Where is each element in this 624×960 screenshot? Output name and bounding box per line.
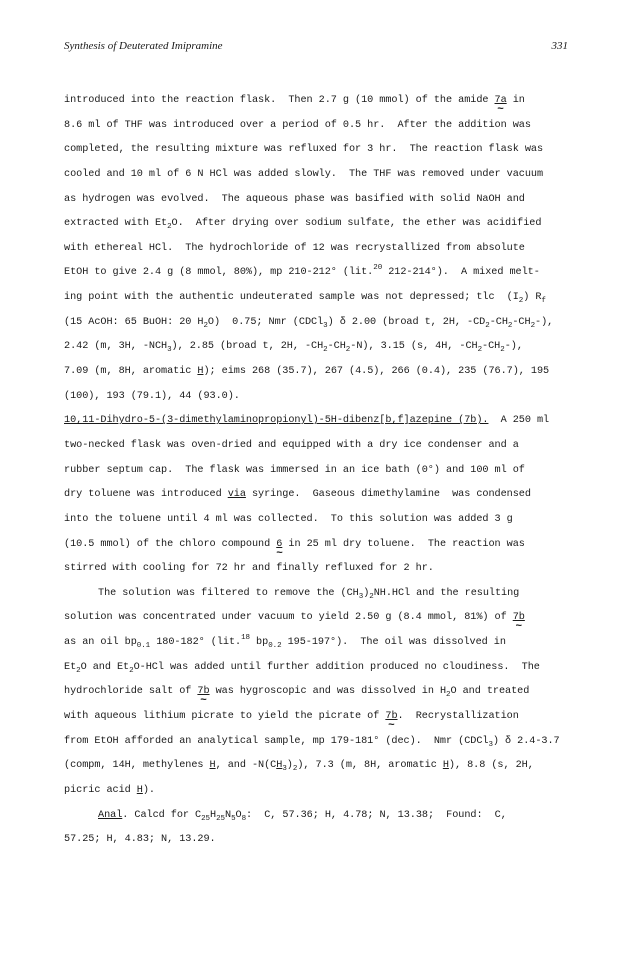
text-line: Anal. Calcd for $C_{25}H_{25}N_5O_8$: C, 57.36; H, 4.78; N, 13.38; Found: C, (98, 809, 507, 823)
text-line: (15 AcOH: 65 BuOH: 20 $H_2O$) 0.75; Nmr (CDCl$_3$) δ 2.00 (broad t, 2H, $-CD_2-CH_2-CH_2-$), (64, 316, 554, 330)
compound-ref: 6 ~ (276, 533, 282, 558)
text-line: 57.25; H, 4.83; N, 13.29. (64, 834, 216, 846)
text-line: rubber septum cap. The flask was immersed in an ice bath (0°) and 100 ml of (64, 464, 525, 476)
text-line: stirred with cooling for 72 hr and finally refluxed for 2 hr. (64, 563, 434, 575)
text-line: cooled and 10 ml of 6 N HCl was added slowly. The THF was removed under vacuum (64, 168, 544, 180)
text-line: (compm, 14H, methylenes H, and $-N(CH_3)_2$), 7.3 (m, 8H, aromatic H), 8.8 (s, 2H, (64, 760, 534, 774)
anal-label: Anal (98, 809, 123, 821)
text-line: (100), 193 (79.1), 44 (93.0). (64, 390, 240, 402)
section-heading: 10,11-Dihydro-5-(3-dimethylaminopropionyl)-5H-dibenz[b,f]azepine (7b). (64, 415, 489, 427)
text-line: hydrochloride salt of 7b ~ was hygroscopic and was dissolved in $H_2O$ and treated (64, 680, 574, 705)
text-line: from EtOH afforded an analytical sample, mp 179-181° (dec). Nmr (CDCl$_3$) δ 2.4-3.7 (64, 735, 560, 749)
text-line: as an oil $bp_{0.1}$ 180-182° (lit.$^{18}$ $bp_{0.2}$ 195-197°). The oil was dissolved in (64, 634, 506, 651)
text-line: The solution was filtered to remove the $(CH_3)_2NH.HCl$ and the resulting (98, 587, 520, 601)
running-title: Synthesis of Deuterated Imipramine (64, 40, 223, 52)
text-line: solution was concentrated under vacuum to yield 2.50 g (8.4 mmol, 81%) of 7b ~ (64, 606, 574, 631)
text-line: with ethereal HCl. The hydrochloride of 12 was recrystallized from absolute (64, 242, 525, 254)
running-header (64, 40, 568, 56)
text-line: $Et_2O$ and $Et_2O$-HCl was added until further addition produced no cloudiness. The (64, 661, 540, 675)
compound-ref: 7b ~ (385, 705, 397, 730)
text-line: 2.42 (m, 3H, $-NCH_3$), 2.85 (broad t, 2H, $-CH_2-CH_2-N$), 3.15 (s, 4H, $-CH_2-CH_2-$), (64, 341, 523, 355)
compound-ref: 7b ~ (197, 680, 209, 705)
text-line: completed, the resulting mixture was refluxed for 3 hr. The reaction flask was (64, 144, 544, 156)
text-line: EtOH to give 2.4 g (8 mmol, 80%), mp 210-212° (lit.$^{20}$ 212-214°). A mixed melt- (64, 264, 540, 279)
text-line: into the toluene until 4 ml was collected. To this solution was added 3 g (64, 513, 513, 525)
page-number: 331 (551, 40, 568, 52)
text-line: introduced into the reaction flask. Then 2.7 g (10 mmol) of the amide 7a ~ in (64, 89, 574, 114)
text-line: extracted with $Et_2O$. After drying over sodium sulfate, the ether was acidified (64, 218, 542, 232)
text-line: ing point with the authentic undeuterated sample was not depressed; tlc $(I_2)$ $R_f$ (64, 292, 546, 306)
text-line: (10.5 mmol) of the chloro compound 6 ~ in 25 ml dry toluene. The reaction was (64, 533, 574, 558)
text-line: with aqueous lithium picrate to yield the picrate of 7b ~. Recrystallization (64, 705, 574, 730)
text-line: 10,11-Dihydro-5-(3-dimethylaminopropionyl)-5H-dibenz[b,f]azepine (7b). A 250 ml (64, 415, 550, 427)
compound-ref: 7b ~ (513, 606, 525, 631)
body-text (64, 89, 574, 853)
text-line: as hydrogen was evolved. The aqueous phase was basified with solid NaOH and (64, 193, 525, 205)
text-line: two-necked flask was oven-dried and equipped with a dry ice condenser and a (64, 439, 519, 451)
text-line: picric acid H). (64, 784, 155, 796)
text-line: 7.09 (m, 8H, aromatic H); eims 268 (35.7), 267 (4.5), 266 (0.4), 235 (76.7), 195 (64, 366, 550, 378)
text-line: dry toluene was introduced via syringe. Gaseous dimethylamine was condensed (64, 489, 531, 501)
text-line: 8.6 ml of THF was introduced over a period of 0.5 hr. After the addition was (64, 119, 531, 131)
compound-ref: 7a ~ (495, 89, 507, 114)
